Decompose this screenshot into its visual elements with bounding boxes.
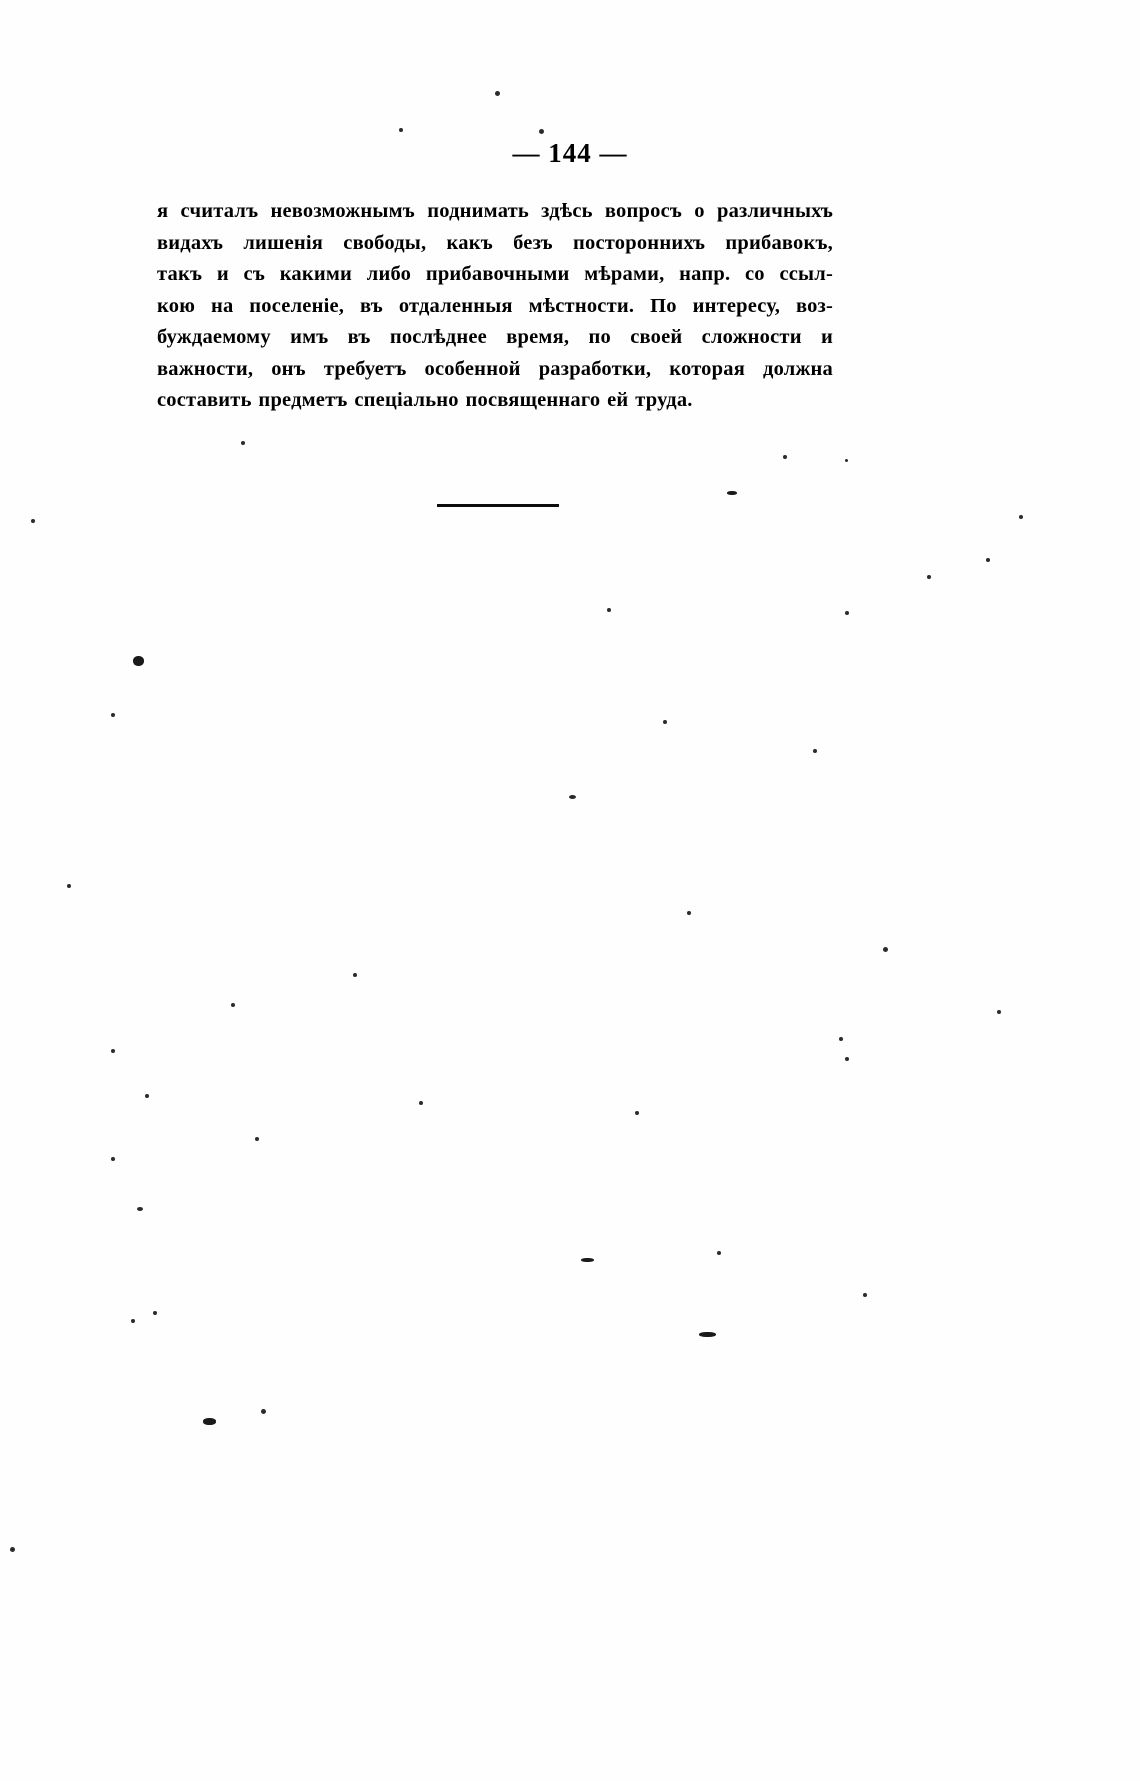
scan-speck: [687, 911, 691, 915]
scan-speck: [539, 129, 544, 134]
paragraph: [157, 196, 833, 417]
scan-speck: [845, 611, 849, 615]
scan-speck: [986, 558, 990, 562]
scan-speck: [845, 459, 848, 462]
scan-speck: [883, 947, 888, 952]
scan-speck: [261, 1409, 266, 1414]
scan-speck: [419, 1101, 423, 1105]
scan-speck: [569, 795, 576, 799]
text-line: составить предметъ спеціально посвященнаго ей труда.: [157, 389, 693, 411]
scan-speck: [111, 713, 115, 717]
scan-speck: [839, 1037, 843, 1041]
scan-blot: [699, 1332, 716, 1337]
scan-blot: [581, 1258, 594, 1262]
section-divider: [437, 504, 559, 507]
scan-speck: [813, 749, 817, 753]
scan-speck: [145, 1094, 149, 1098]
scan-speck: [1019, 515, 1023, 519]
scan-speck: [131, 1319, 135, 1323]
scan-speck: [241, 441, 245, 445]
scan-speck: [353, 973, 357, 977]
scan-speck: [607, 608, 611, 612]
scan-speck: [635, 1111, 639, 1115]
text-line: такъ и съ какими либо прибавочными мѣрами, напр. со ссыл-: [157, 263, 833, 285]
text-line: буждаемому имъ въ послѣднее время, по своей сложности и: [157, 326, 833, 348]
text-line: важности, онъ требуетъ особенной разработки, которая должна: [157, 357, 833, 380]
scan-speck: [399, 128, 403, 132]
scan-speck: [997, 1010, 1001, 1014]
body-text-block: [157, 196, 833, 417]
scan-speck: [863, 1293, 867, 1297]
text-line: видахъ лишенія свободы, какъ безъ постороннихъ прибавокъ,: [157, 231, 833, 254]
scan-blot: [203, 1418, 216, 1425]
scan-blot: [133, 656, 144, 666]
scan-speck: [927, 575, 931, 579]
text-line: кою на поселеніе, въ отдаленныя мѣстности. По интересу, воз-: [157, 294, 833, 317]
scan-speck: [663, 720, 667, 724]
scan-speck: [495, 91, 500, 96]
page-number: — 144 —: [512, 138, 628, 168]
scan-speck: [231, 1003, 235, 1007]
scan-speck: [153, 1311, 157, 1315]
text-line: я считалъ невозможнымъ поднимать здѣсь вопросъ о различныхъ: [157, 200, 833, 222]
scan-speck: [31, 519, 35, 523]
scan-speck: [783, 455, 787, 459]
scan-speck: [137, 1207, 143, 1211]
scan-speck: [67, 884, 71, 888]
scan-speck: [10, 1547, 15, 1552]
scan-blot: [727, 491, 737, 495]
scan-speck: [717, 1251, 721, 1255]
scan-speck: [111, 1157, 115, 1161]
scan-speck: [845, 1057, 849, 1061]
scan-speck: [255, 1137, 259, 1141]
scan-speck: [111, 1049, 115, 1053]
